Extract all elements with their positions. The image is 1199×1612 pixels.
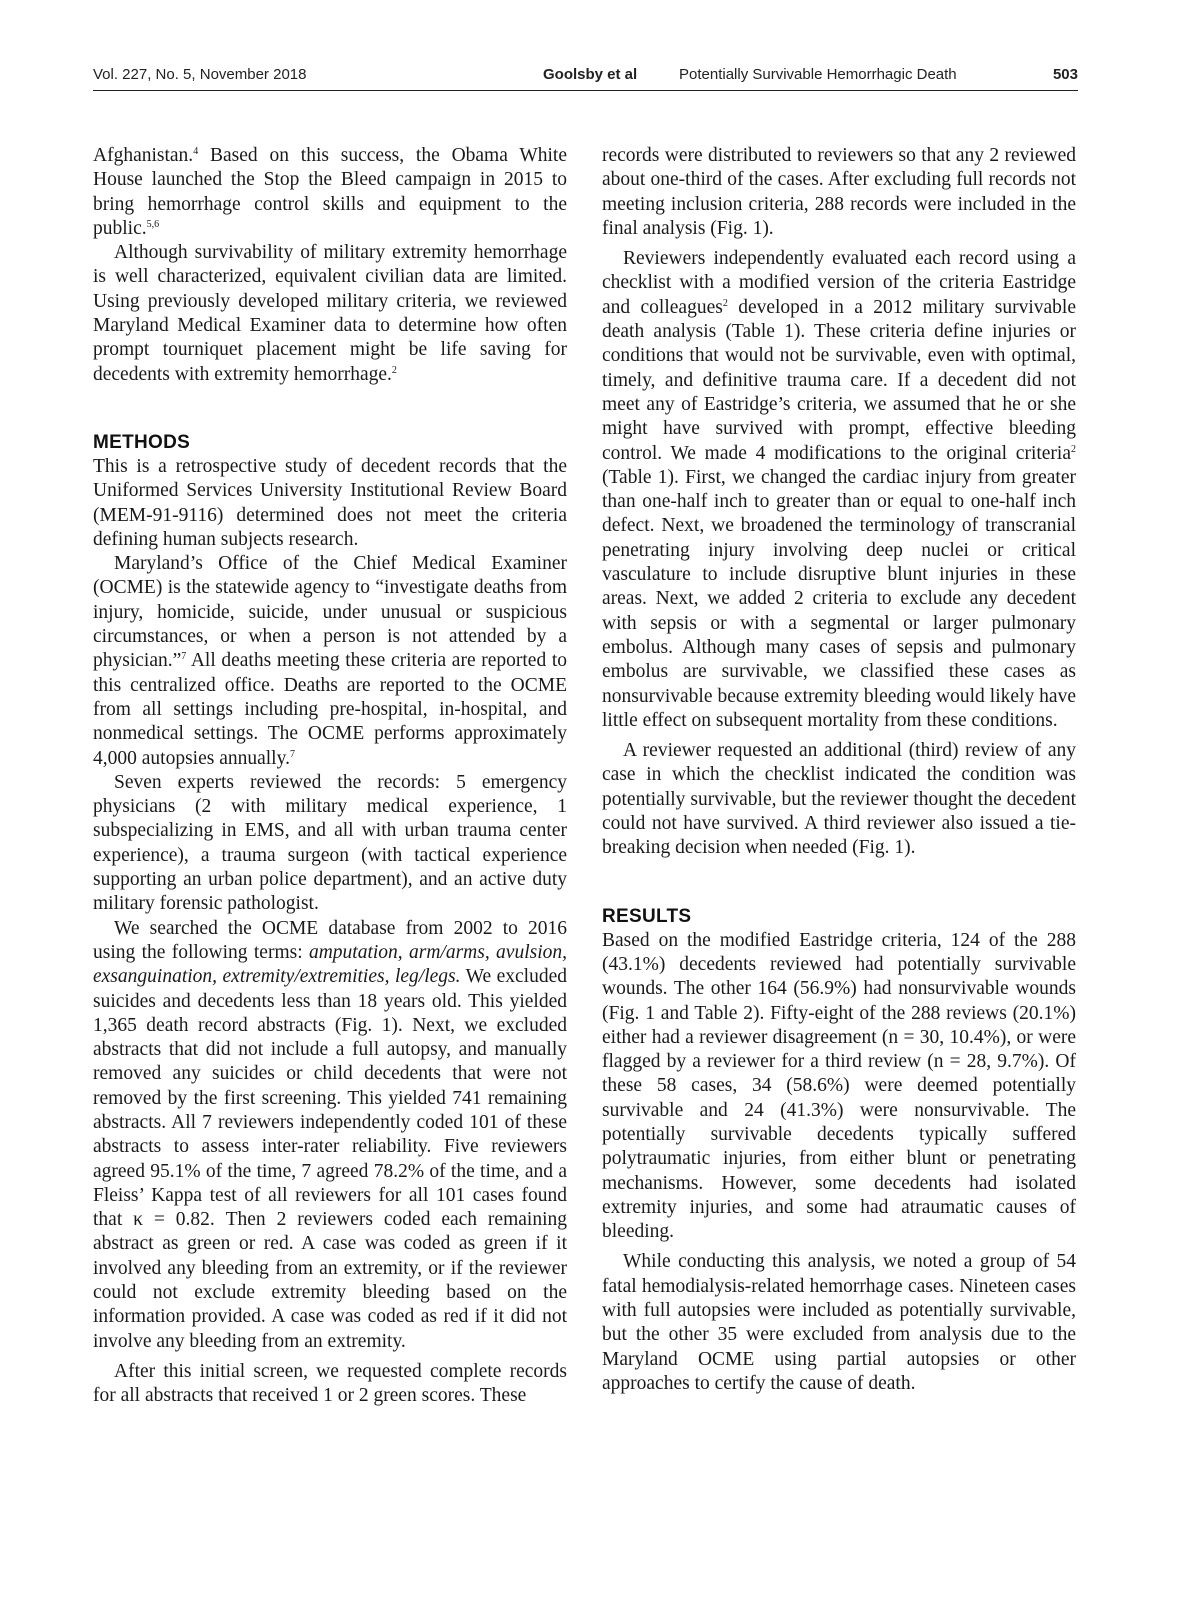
running-authors: Goolsby et al bbox=[543, 66, 638, 83]
results-paragraph: While conducting this analysis, we noted a group of 54 fatal hemodialysis-related hemorrhage cases. Nineteen cases with full autopsies were included as potentially survivable, but the other 35 were excluded from analysis due to the Maryland OCME using partial autopsies or other approaches to certify the cause of death. bbox=[602, 1251, 1076, 1394]
page-number: 503 bbox=[1052, 66, 1078, 83]
methods-heading: METHODS bbox=[93, 431, 191, 453]
methods-paragraph: This is a retrospective study of decedent records that the Uniformed Services University Institutional Review Board (MEM-91-9116) determined does not meet the criteria defining human subjects research. bbox=[93, 455, 567, 550]
methods-paragraph-continued: records were distributed to reviewers so that any 2 reviewed about one-third of the cases. After excluding full records not meeting inclusion criteria, 288 records were included in the final analysis (Fig. 1). bbox=[602, 145, 1076, 239]
search-terms: amputation, arm/arms, avulsion, exsanguination, extremity/extremities, leg/legs. bbox=[93, 941, 567, 988]
left-column bbox=[93, 144, 567, 1409]
methods-paragraph: Reviewers independently evaluated each record using a checklist with a modified version of the criteria Eastridge and colleagues$^2$ developed in a 2012 military survivable death analysis (Table 1). These criteria define injuries or conditions that would not be survivable, even with optimal, timely, and definitive trauma care. If a decedent did not meet any of Eastridge’s criteria, we assumed that he or she might have survived with prompt, effective bleeding control. We made 4 modifications to the original criteria$^2$ (Table 1). First, we changed the cardiac injury from greater than one-half inch to greater than or equal to one-half inch defect. Next, we broadened the terminology of transcranial penetrating injury involving deep nuclei or critical vasculature to include disruptive blunt injuries in these areas. Next, we added 2 criteria to exclude any decedent with sepsis or with a segmental or larger pulmonary embolus. Although many cases of sepsis and pulmonary embolus are survivable, we classified these cases as nonsurvivable because extremity bleeding would likely have little effect on subsequent mortality from these conditions. bbox=[602, 248, 1076, 731]
journal-volume: Vol. 227, No. 5, November 2018 bbox=[93, 66, 307, 83]
methods-paragraph: We searched the OCME database from 2002 to 2016 using the following terms: amputation, arm/arms, avulsion, exsanguination, extremity/extremities, leg/legs. We excluded suicides and decedents less than 18 years old. This yielded 1,365 death record abstracts (Fig. 1). Next, we excluded abstracts that did not include a full autopsy, and manually removed any suicides or child decedents that were not removed by the first screening. This yielded 741 remaining abstracts. All 7 reviewers independently coded 101 of these abstracts to assess inter-rater reliability. Five reviewers agreed 95.1% of the time, 7 agreed 78.2% of the time, and a Fleiss’ Kappa test of all reviewers for all 101 cases found that κ = 0.82. Then 2 reviewers coded each remaining abstract as green or red. A case was coded as green if it involved any bleeding from an extremity, or if the reviewer could not exclude extremity bleeding based on the information provided. A case was coded as red if it did not involve any bleeding from an extremity. bbox=[93, 917, 567, 1352]
header-divider bbox=[93, 90, 1078, 91]
methods-paragraph: Seven experts reviewed the records: 5 emergency physicians (2 with military medical experience, 1 subspecializing in EMS, and all with urban trauma center experience), a trauma surgeon (with tactical experience supporting an urban police department), and an active duty military forensic pathologist. bbox=[93, 771, 567, 915]
results-paragraph: Based on the modified Eastridge criteria, 124 of the 288 (43.1%) decedents reviewed had potentially survivable wounds. The other 164 (56.9%) had nonsurvivable wounds (Fig. 1 and Table 2). Fifty-eight of the 288 reviews (20.1%) either had a reviewer disagreement (n = 30, 10.4%), or were flagged by a reviewer for a third review (n = 28, 9.7%). Of these 58 cases, 34 (58.6%) were deemed potentially survivable and 24 (41.3%) were nonsurvivable. The potentially survivable decedents typically suffered polytraumatic injuries, from either blunt or penetrating mechanisms. However, some decedents had isolated extremity injuries, and some had atraumatic causes of bleeding. bbox=[602, 929, 1076, 1243]
running-header bbox=[93, 66, 1078, 88]
running-title: Potentially Survivable Hemorrhagic Death bbox=[679, 66, 957, 83]
intro-paragraph-continued: Afghanistan.$^4$ Based on this success, the Obama White House launched the Stop the Bleed campaign in 2015 to bring hemorrhage control skills and equipment to the public.$^{5,6}$ bbox=[93, 145, 567, 239]
right-column bbox=[602, 144, 1076, 1396]
methods-paragraph: Maryland’s Office of the Chief Medical Examiner (OCME) is the statewide agency to “investigate deaths from injury, homicide, suicide, under unusual or suspicious circumstances, or when a person is not attended by a physician.”$^7$ All deaths meeting these criteria are reported to this centralized office. Deaths are reported to the OCME from all settings including pre-hospital, in-hospital, and nonmedical settings. The OCME performs approximately 4,000 autopsies annually.$^7$ bbox=[93, 553, 567, 769]
intro-paragraph: Although survivability of military extremity hemorrhage is well characterized, equivalent civilian data are limited. Using previously developed military criteria, we reviewed Maryland Medical Examiner data to determine how often prompt tourniquet placement might be life saving for decedents with extremity hemorrhage.$^2$ bbox=[93, 242, 567, 385]
results-heading: RESULTS bbox=[602, 905, 692, 927]
methods-paragraph: A reviewer requested an additional (third) review of any case in which the checklist indicated the condition was potentially survivable, but the reviewer thought the decedent could not have survived. A third reviewer also issued a tie-breaking decision when needed (Fig. 1). bbox=[602, 740, 1076, 859]
methods-paragraph: After this initial screen, we requested complete records for all abstracts that received 1 or 2 green scores. These bbox=[93, 1360, 567, 1407]
